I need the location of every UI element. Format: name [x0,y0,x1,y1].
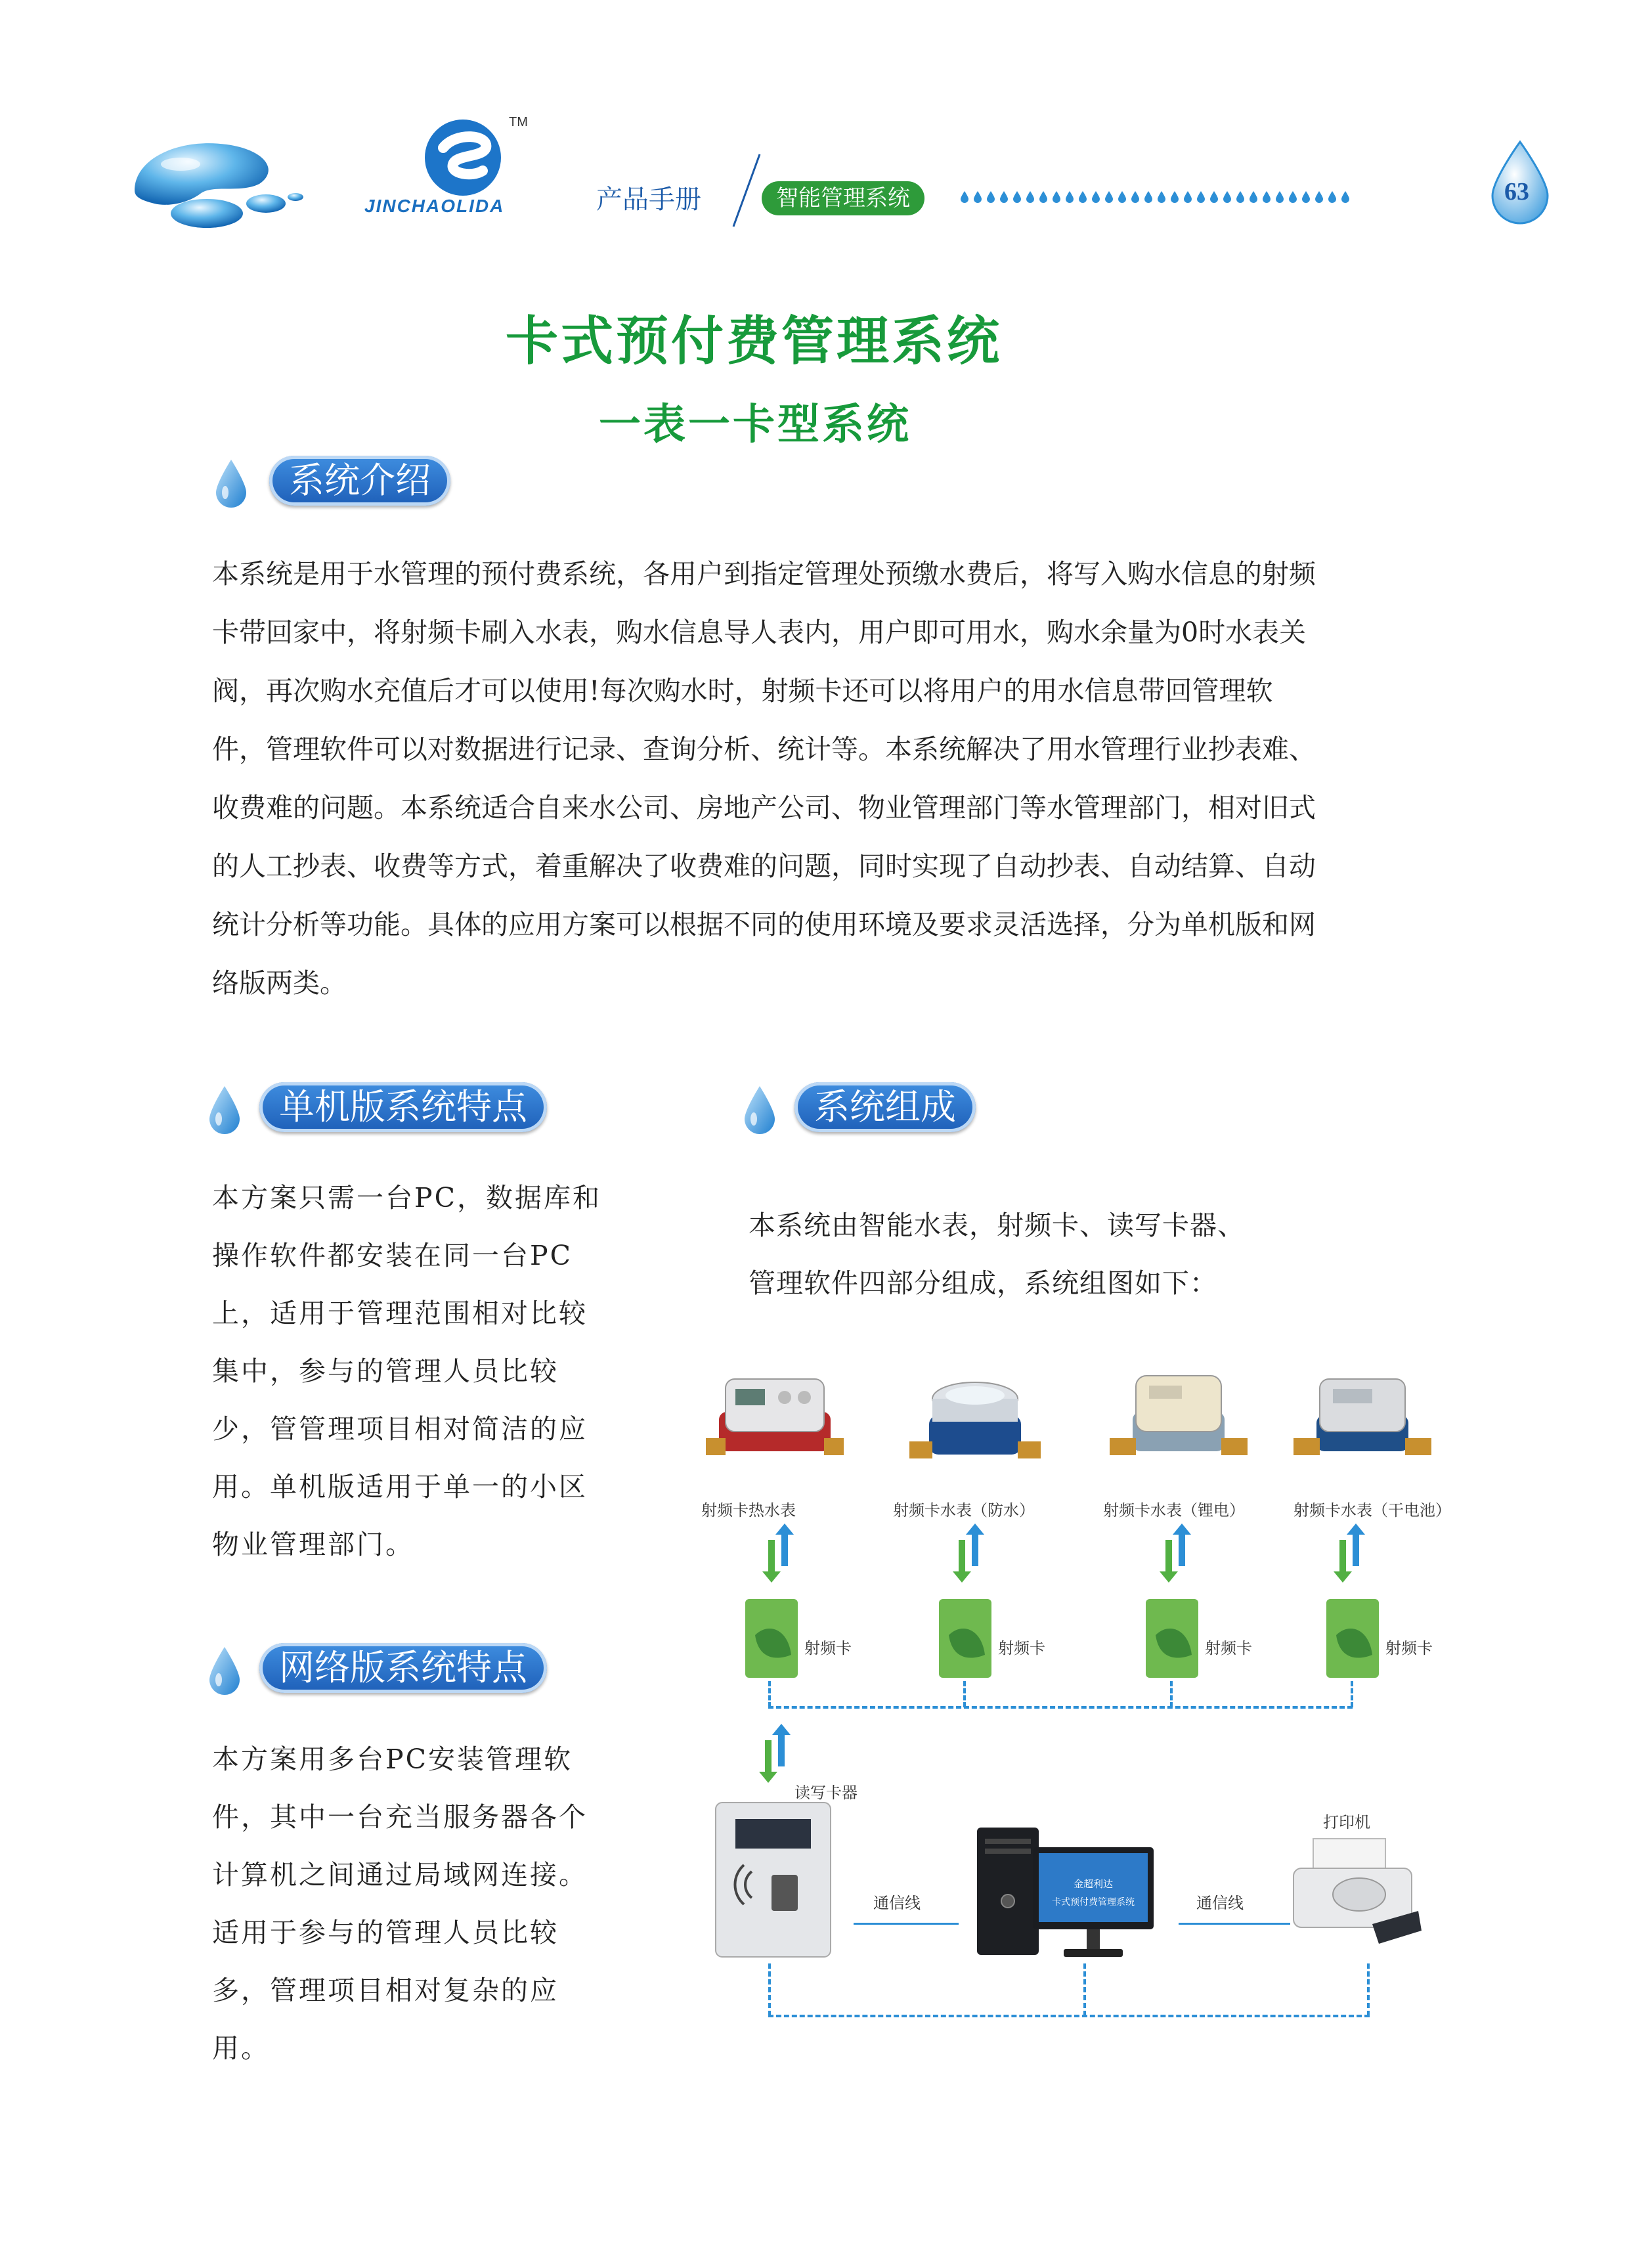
composition-paragraph [749,1196,1339,1312]
drop-icon [1065,190,1074,204]
composition-line: 管理软件四部分组成，系统组图如下： [749,1267,1217,1299]
card-reader-device [712,1799,834,1960]
drop-icon [1196,190,1206,204]
connector-line [1083,1963,1086,2016]
standalone-line: 上，适用于管理范围相对比较 [212,1298,588,1329]
drop-icon [1026,190,1035,204]
intro-line: 的人工抄表、收费等方式，着重解决了收费难的问题，同时实现了自动抄表、自动结算、自动 [212,850,1316,882]
drop-icon [1288,190,1297,204]
section-heading-intro: 系统介绍 [269,456,450,506]
header-drop-row [960,190,1452,204]
meter-dry-battery [1293,1366,1431,1478]
network-line: 本方案用多台PC安装管理软 [212,1743,573,1775]
intro-line: 阀，再次购水充值后才可以使用!每次购水时，射频卡还可以将用户的用水信息带回管理软 [212,675,1273,707]
intro-line: 收费难的问题。本系统适合自来水公司、房地产公司、物业管理部门等水管理部门，相对旧式 [212,792,1316,823]
drop-icon [1170,190,1179,204]
card-label: 射频卡 [804,1639,852,1657]
communication-cable [1179,1923,1290,1925]
bidirectional-arrow-icon [1330,1520,1369,1586]
water-drop-icon [207,1646,242,1696]
cable-label: 通信线 [1196,1894,1244,1912]
drop-icon [1131,190,1140,204]
cable-label: 通信线 [873,1894,921,1912]
drop-icon [1039,190,1048,204]
manual-label: 产品手册 [596,185,701,215]
connector-line [768,1706,1353,1709]
card-label: 射频卡 [1385,1639,1433,1657]
drop-icon [1262,190,1271,204]
standalone-line: 物业管理部门。 [212,1529,414,1560]
standalone-line: 少，管管理项目相对简洁的应 [212,1413,588,1445]
network-line: 多，管理项目相对复杂的应 [212,1975,559,2006]
intro-line: 件，管理软件可以对数据进行记录、查询分析、统计等。本系统解决了用水管理行业抄表难、 [212,734,1316,765]
meter-waterproof [909,1369,1041,1478]
network-paragraph [212,1730,632,2077]
drop-icon [1236,190,1245,204]
network-line: 计算机之间通过局域网连接。 [212,1859,588,1891]
drop-icon [1315,190,1324,204]
connector-line [1351,1681,1353,1707]
header-divider [730,151,763,230]
drop-icon [1012,190,1022,204]
page-number-drop [1487,139,1553,225]
drop-icon [1249,190,1258,204]
rf-card-icon [936,1596,995,1681]
network-line: 件，其中一台充当服务器各个 [212,1801,588,1833]
water-drop-icon [207,1085,242,1135]
drop-icon [1091,190,1100,204]
page-subtitle: 一表一卡型系统 [599,400,911,449]
connector-line [1170,1681,1173,1707]
connector-line [768,1963,771,2016]
drop-icon [1157,190,1166,204]
drop-icon [1078,190,1087,204]
meter-lithium [1110,1359,1248,1478]
water-drop-icon [213,458,249,508]
drop-icon [999,190,1009,204]
meter-hot-water [706,1366,844,1478]
drop-icon [1275,190,1284,204]
card-label: 射频卡 [1205,1639,1252,1657]
connector-line [1367,1963,1370,2016]
section-heading-composition: 系统组成 [794,1082,976,1132]
rf-card-icon [1142,1596,1202,1681]
rf-card-icon [1323,1596,1382,1681]
connector-line [963,1681,966,1707]
standalone-line: 操作软件都安装在同一台PC [212,1240,573,1271]
intro-line: 本系统是用于水管理的预付费系统，各用户到指定管理处预缴水费后，将写入购水信息的射频 [212,558,1316,590]
communication-cable [854,1923,959,1925]
section-badge: 智能管理系统 [762,181,924,215]
drop-icon [1183,190,1192,204]
meter-label: 射频卡水表（防水） [893,1501,1035,1520]
printer-device [1287,1832,1425,1957]
drop-icon [1052,190,1061,204]
section-heading-standalone: 单机版系统特点 [259,1082,547,1132]
intro-paragraph [212,545,1460,1013]
drop-icon [1328,190,1337,204]
composition-line: 本系统由智能水表，射频卡、读写卡器、 [749,1210,1245,1241]
bidirectional-arrow-icon [1156,1520,1195,1586]
network-line: 用。 [212,2032,270,2064]
connector-line [768,1681,771,1707]
drop-icon [1301,190,1311,204]
standalone-line: 本方案只需一台PC，数据库和 [212,1182,601,1214]
trademark-mark: TM [509,115,528,129]
meter-label: 射频卡热水表 [701,1501,796,1520]
meter-label: 射频卡水表（锂电） [1103,1501,1245,1520]
intro-line: 统计分析等功能。具体的应用方案可以根据不同的使用环境及要求灵活选择，分为单机版和网 [212,909,1316,940]
intro-line: 卡带回家中，将射频卡刷入水表，购水信息导人表内，用户即可用水，购水余量为0时水表关 [212,617,1307,648]
reader-label: 读写卡器 [794,1784,858,1802]
screen-subtitle: 卡式预付费管理系统 [1052,1897,1135,1908]
card-label: 射频卡 [998,1639,1045,1657]
drop-icon [1223,190,1232,204]
intro-line: 络版两类。 [212,967,347,999]
standalone-line: 集中，参与的管理人员比较 [212,1355,559,1387]
water-drop-icon [742,1085,777,1135]
drop-icon [986,190,995,204]
drop-icon [973,190,982,204]
bidirectional-arrow-icon [758,1520,798,1586]
page-title: 卡式预付费管理系统 [506,310,1002,372]
bidirectional-arrow-icon [755,1720,794,1786]
network-line: 适用于参与的管理人员比较 [212,1917,559,1948]
rf-card-icon [742,1596,801,1681]
drop-icon [1118,190,1127,204]
meter-label: 射频卡水表（干电池） [1293,1501,1451,1520]
drop-icon [960,190,969,204]
drop-icon [1144,190,1153,204]
connector-line [768,2015,1370,2017]
bidirectional-arrow-icon [949,1520,988,1586]
logo-text: JINCHAOLIDA [364,196,505,216]
drop-icon [1209,190,1219,204]
page-number: 63 [1504,178,1529,206]
company-logo [358,112,568,223]
printer-label: 打印机 [1323,1813,1370,1831]
standalone-line: 用。单机版适用于单一的小区 [212,1471,588,1502]
header-water-splash [128,131,305,236]
drop-icon [1341,190,1350,204]
section-heading-network: 网络版系统特点 [259,1643,547,1693]
screen-title: 金超利达 [1073,1878,1113,1890]
standalone-paragraph [212,1169,632,1573]
drop-icon [1104,190,1114,204]
